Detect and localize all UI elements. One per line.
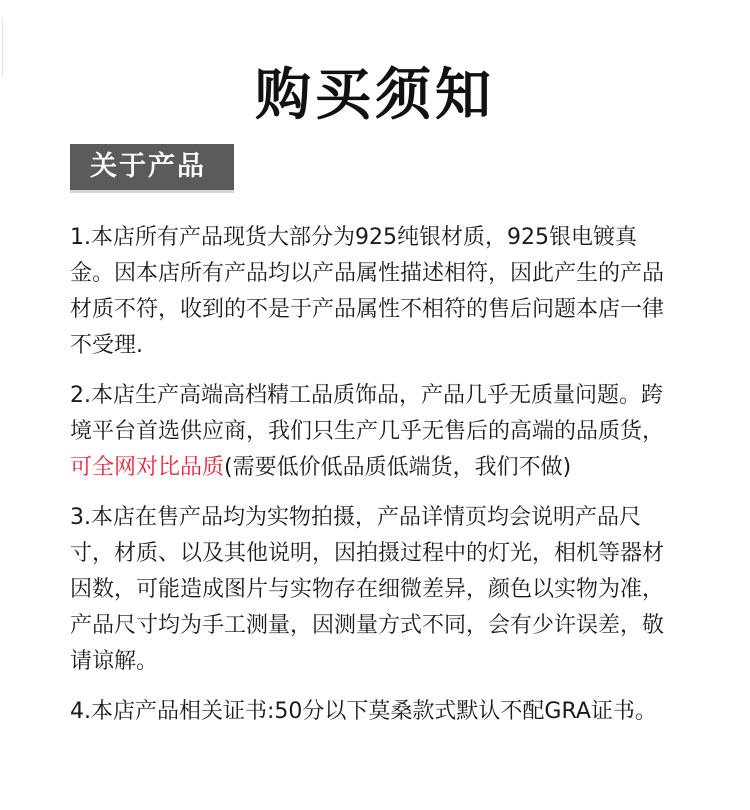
section-header: [70, 144, 234, 190]
note-item-1: 1.本店所有产品现货大部分为925纯银材质，925银电镀真金。因本店所有产品均以产品属性描述相符，因此产生的产品材质不符，收到的不是于产品属性不相符的售后问题本店一律不受理.: [70, 225, 665, 358]
note-2-text-after: (需要低价低品质低端货，我们不做): [224, 455, 572, 480]
note-item-3: 3.本店在售产品均为实物拍摄，产品详情页均会说明产品尺寸，材质、以及其他说明，因拍摄过程中的灯光，相机等器材因数，可能造成图片与实物存在细微差异，颜色以实物为准，产品尺寸均为手工测量，因测量方式不同，会有少许误差，敬请谅解。: [70, 505, 665, 674]
note-item-4: 4.本店产品相关证书:50分以下莫桑款式默认不配GRA证书。: [70, 699, 657, 724]
note-item-2: [70, 378, 670, 486]
page-title: 购买须知: [255, 62, 495, 128]
note-2-text-before: 2.本店生产高端高档精工品质饰品，产品几乎无质量问题。跨境平台首选供应商，我们只生产几乎无售后的高端的品质货，: [70, 383, 665, 444]
notes-list: [70, 220, 670, 744]
note-2-highlight: 可全网对比品质: [70, 455, 225, 480]
section-header-label: 关于产品: [90, 151, 206, 182]
